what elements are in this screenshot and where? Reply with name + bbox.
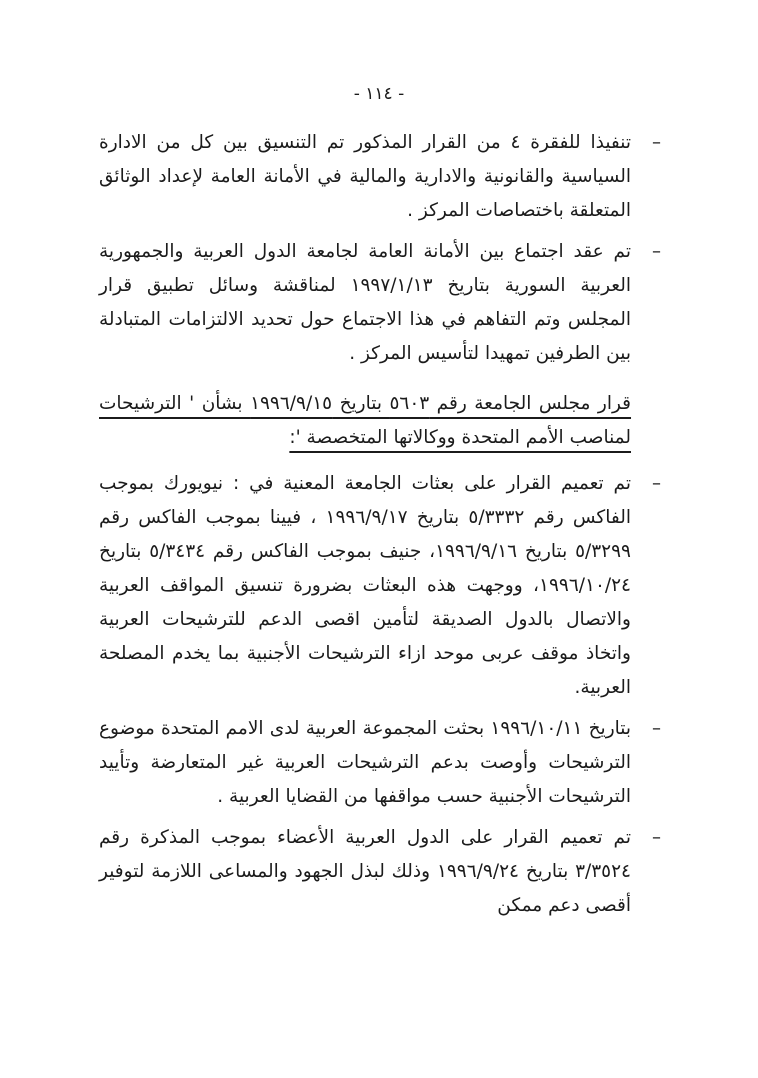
paragraph-text: بتاريخ ١٩٩٦/١٠/١١ بحثت المجموعة العربية لدى الامم المتحدة موضوع الترشيحات وأوصت بدعم الترشيحات العربية غير المتعارضة وتأييد الترشيحات الأجنبية حسب مواقفها من القضايا العربية . <box>99 718 631 807</box>
section-heading <box>99 387 631 455</box>
paragraph-text: تم تعميم القرار على الدول العربية الأعضاء بموجب المذكرة رقم ٣/٣٥٢٤ بتاريخ ١٩٩٦/٩/٢٤ وذلك لبذل الجهود والمساعى اللازمة لتوفير أقصى دعم ممكن <box>99 827 631 916</box>
dash-bullet-marker: – <box>652 827 661 848</box>
page-content <box>99 126 661 930</box>
dash-bullet-marker: – <box>652 718 661 739</box>
section-heading-line-1: قرار مجلس الجامعة رقم ٥٦٠٣ بتاريخ ١٩٩٦/٩/١٥ بشأن ' الترشيحات <box>99 393 632 414</box>
dash-bullet-marker: – <box>652 241 661 262</box>
bullet-item <box>99 467 661 705</box>
bullet-item <box>99 235 661 371</box>
dash-bullet-marker: – <box>652 132 661 153</box>
page-number: - ١١٤ - <box>353 84 405 104</box>
paragraph-text: تنفيذا للفقرة ٤ من القرار المذكور تم التنسيق بين كل من الادارة السياسية والقانونية والادارية والمالية في الأمانة العامة لإعداد الوثائق المتعلقة باختصاصات المركز . <box>99 132 631 221</box>
bullet-item <box>99 821 661 923</box>
paragraph-text: تم تعميم القرار على بعثات الجامعة المعنية في : نيويورك بموجب الفاكس رقم ٥/٣٣٣٢ بتاريخ ١٩٩٦/٩/١٧ ، فيينا بموجب الفاكس رقم ٥/٣٢٩٩ بتاريخ ١٩٩٦/٩/١٦، جنيف بموجب الفاكس رقم ٥/٣٤٣٤ بتاريخ ١٩٩٦/١٠/٢٤، ووجهت هذه البعثات بضرورة تنسيق المواقف العربية والاتصال بالدول الصديقة لتأمين اقصى الدعم للترشيحات العربية واتخاذ موقف عربى موحد ازاء الترشيحات الأجنبية بما يخدم المصلحة العربية. <box>99 473 632 698</box>
bullet-item <box>99 712 661 814</box>
paragraph-text: تم عقد اجتماع بين الأمانة العامة لجامعة الدول العربية والجمهورية العربية السورية بتاريخ ١٩٩٧/١/١٣ لمناقشة وسائل تطبيق قرار المجلس وتم التفاهم في هذا الاجتماع حول تحديد الالتزامات المتبادلة بين الطرفين تمهيدا لتأسيس المركز . <box>99 241 631 364</box>
bullet-item <box>99 126 661 228</box>
section-heading-line-2: لمناصب الأمم المتحدة ووكالاتها المتخصصة ': <box>289 427 631 448</box>
dash-bullet-marker: – <box>652 473 661 494</box>
